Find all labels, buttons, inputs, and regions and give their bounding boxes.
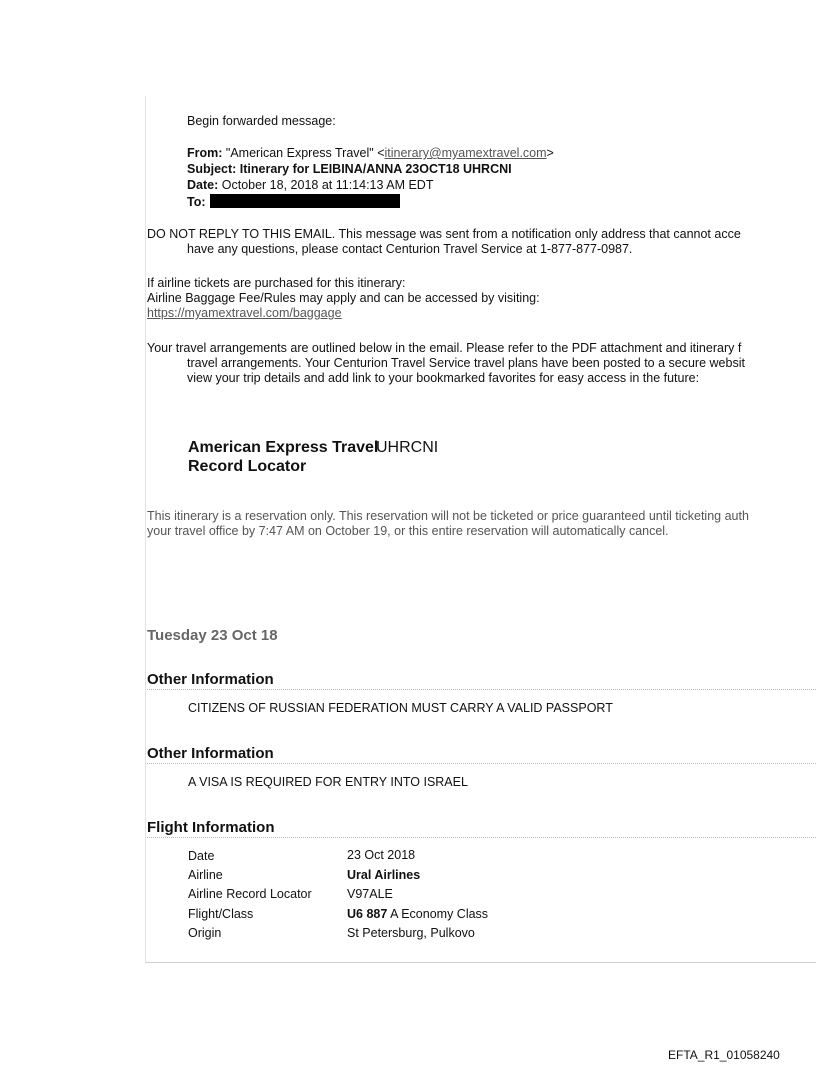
date-line (187, 178, 433, 192)
from-line (187, 146, 554, 160)
section-heading-flight-info: Flight Information (147, 819, 816, 838)
flight-label-date: Date (188, 849, 215, 863)
arrangements-line-3: view your trip details and add link to your bookmarked favorites for easy access in the future: (187, 371, 700, 385)
subject-line (187, 162, 512, 176)
notice-line-1: DO NOT REPLY TO THIS EMAIL. This message was sent from a notification only address that cannot acce (147, 227, 741, 241)
baggage-line-1: If airline tickets are purchased for this itinerary: (147, 276, 406, 290)
from-name: "American Express Travel" < (225, 146, 385, 160)
section-heading-other-info-2: Other Information (147, 745, 816, 764)
section-heading-other-info-1: Other Information (147, 671, 816, 690)
no-reply-notice (147, 227, 741, 257)
flight-value-flight-class (347, 907, 488, 921)
subject-label: Subject: (187, 162, 237, 176)
from-label: From: (187, 146, 223, 160)
reservation-line-1: This itinerary is a reservation only. This reservation will not be ticketed or price guaranteed until ticketing auth (147, 509, 749, 523)
section-body-passport: CITIZENS OF RUSSIAN FEDERATION MUST CARRY A VALID PASSPORT (188, 701, 613, 715)
arrangements-line-2: travel arrangements. Your Centurion Travel Service travel plans have been posted to a secure websit (187, 356, 745, 370)
notice-line-2: have any questions, please contact Centurion Travel Service at 1-877-877-0987. (187, 242, 633, 256)
flight-class: A Economy Class (387, 907, 489, 921)
flight-value-record-locator: V97ALE (347, 887, 393, 901)
baggage-line-2: Airline Baggage Fee/Rules may apply and can be accessed by visiting: (147, 291, 540, 305)
baggage-notice (147, 276, 540, 321)
day-heading: Tuesday 23 Oct 18 (147, 627, 278, 644)
flight-value-origin: St Petersburg, Pulkovo (347, 926, 475, 940)
forward-label: Begin forwarded message: (187, 114, 336, 128)
flight-label-airline: Airline (188, 868, 223, 882)
flight-value-date: 23 Oct 2018 (347, 848, 416, 862)
reservation-line-2: your travel office by 7:47 AM on October 19, or this entire reservation will automatically cancel. (147, 524, 669, 538)
record-locator-title (188, 438, 378, 476)
arrangements-paragraph (147, 341, 745, 386)
redaction-bar (210, 194, 400, 208)
subject-value: Itinerary for LEIBINA/ANNA 23OCT18 UHRCNI (239, 162, 512, 176)
arrangements-line-1: Your travel arrangements are outlined below in the email. Please refer to the PDF attachment and itinerary f (147, 341, 742, 355)
baggage-link[interactable]: https://myamextravel.com/baggage (147, 306, 342, 320)
flight-number: U6 887 (347, 907, 388, 921)
reservation-notice (147, 509, 749, 539)
locator-title-line-1: American Express Travel (188, 439, 379, 456)
to-line (187, 194, 400, 209)
record-locator-value: UHRCNI (376, 439, 439, 456)
date-label: Date: (187, 178, 219, 192)
section-body-visa: A VISA IS REQUIRED FOR ENTRY INTO ISRAEL (188, 775, 468, 789)
date-value: October 18, 2018 at 11:14:13 AM EDT (221, 178, 434, 192)
flight-label-origin: Origin (188, 926, 222, 940)
from-close: > (546, 146, 554, 160)
locator-title-line-2: Record Locator (188, 458, 307, 475)
from-email-link[interactable]: itinerary@myamextravel.com (384, 146, 547, 160)
to-label: To: (187, 195, 206, 209)
flight-label-record-locator: Airline Record Locator (188, 887, 312, 901)
flight-label-flight-class: Flight/Class (188, 907, 254, 921)
document-id: EFTA_R1_01058240 (668, 1048, 780, 1062)
flight-value-airline: Ural Airlines (347, 868, 421, 882)
